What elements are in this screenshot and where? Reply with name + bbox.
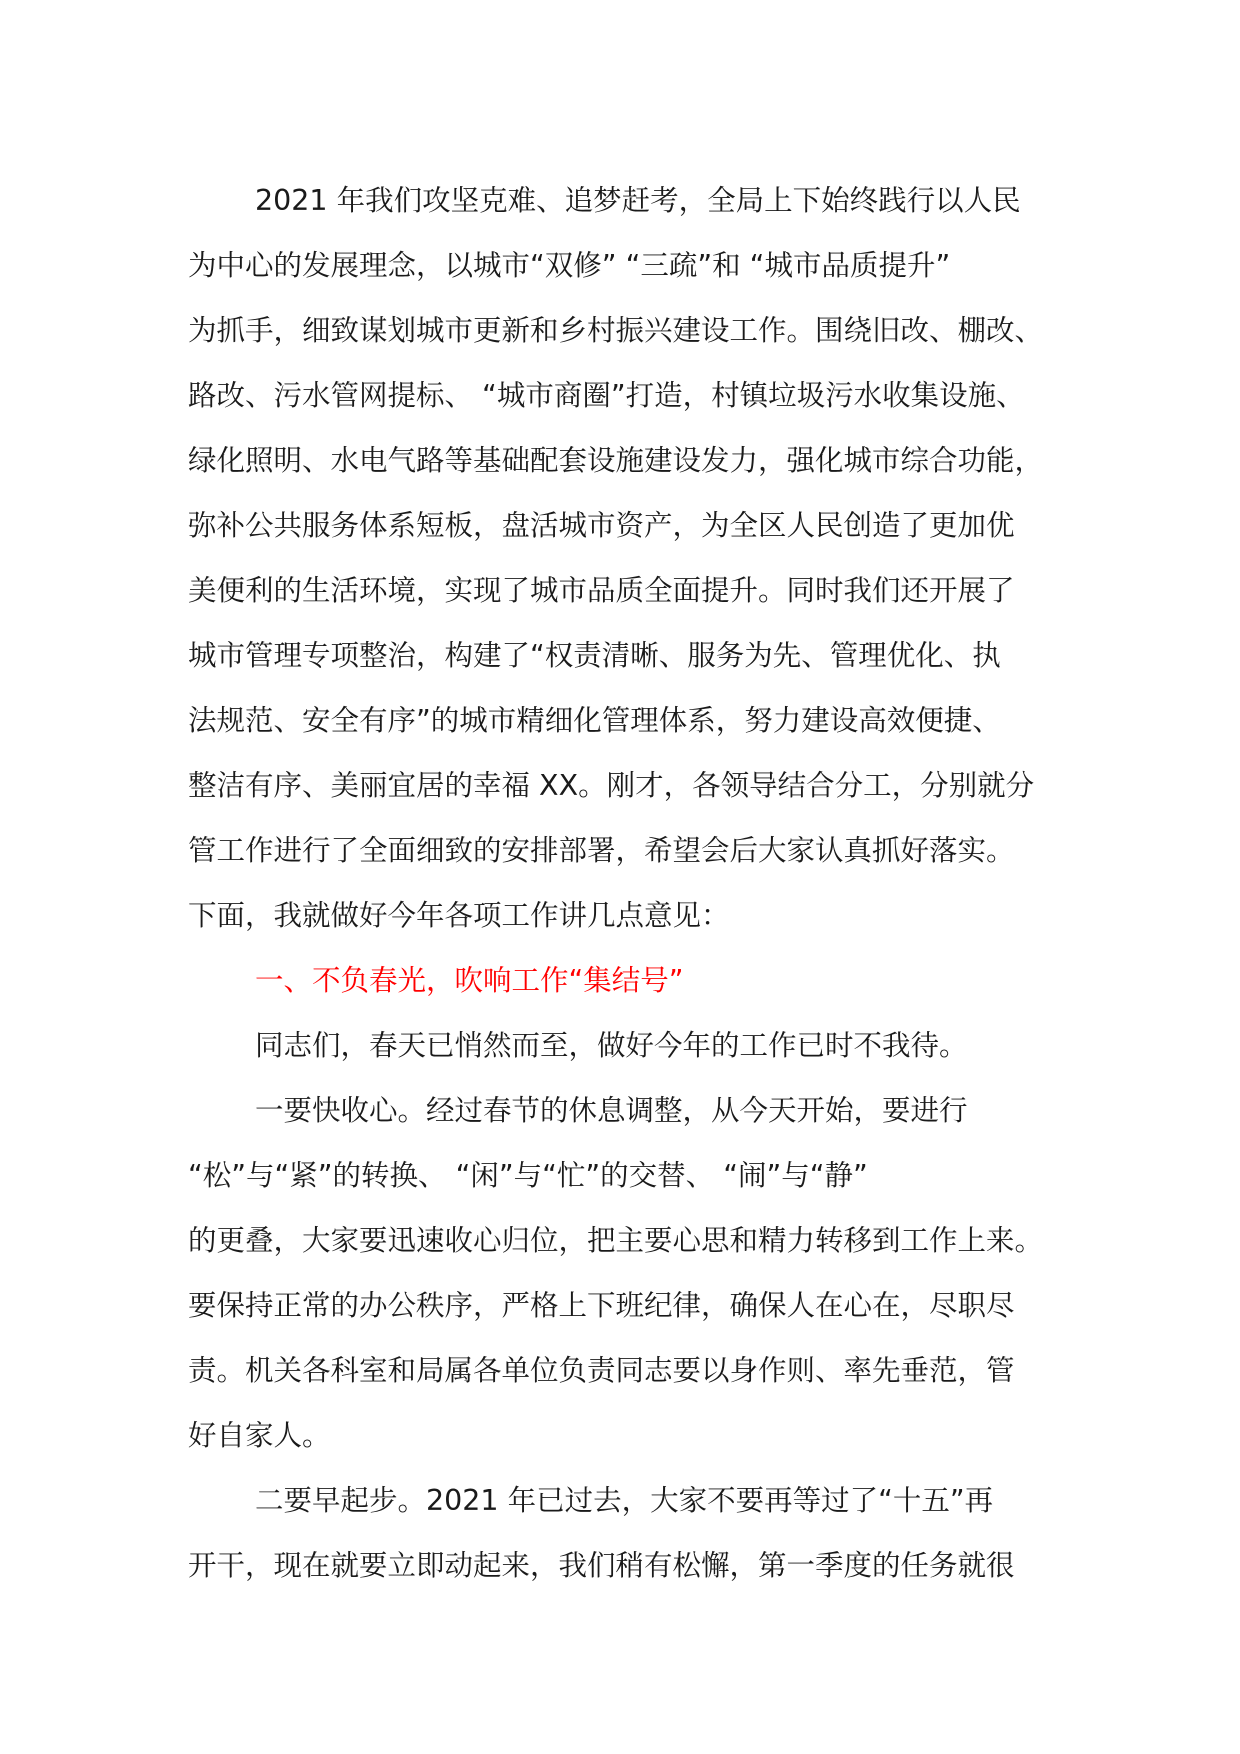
paragraph-line: 城市管理专项整治，构建了“权责清晰、服务为先、管理优化、执 [188,639,1001,672]
paragraph-line: 整洁有序、美丽宜居的幸福 XX。刚才，各领导结合分工，分别就分 [188,769,1035,802]
paragraph-line: 二要早起步。2021 年已过去，大家不要再等过了“十五”再 [255,1484,994,1517]
paragraph-line: 开干，现在就要立即动起来，我们稍有松懈，第一季度的任务就很 [188,1549,1015,1582]
paragraph-line: 管工作进行了全面细致的安排部署，希望会后大家认真抓好落实。 [188,834,1015,867]
paragraph-line: 责。机关各科室和局属各单位负责同志要以身作则、率先垂范，管 [188,1354,1015,1387]
paragraph-line: 为中心的发展理念，以城市“双修” “三疏”和 “城市品质提升” [188,249,951,282]
paragraph-line: 为抓手，细致谋划城市更新和乡村振兴建设工作。围绕旧改、棚改、 [188,314,1044,347]
paragraph-line: 2021 年我们攻坚克难、追梦赶考，全局上下始终践行以人民 [255,184,1021,217]
paragraph-line: 的更叠，大家要迅速收心归位，把主要心思和精力转移到工作上来。 [188,1224,1044,1257]
paragraph-line: 好自家人。 [188,1419,331,1452]
paragraph-line: 法规范、安全有序”的城市精细化管理体系，努力建设高效便捷、 [188,704,1001,737]
paragraph-line: 下面，我就做好今年各项工作讲几点意见： [188,899,730,932]
paragraph-line: 路改、污水管网提标、 “城市商圈”打造，村镇垃圾污水收集设施、 [188,379,1025,412]
paragraph-line: “松”与“紧”的转换、 “闲”与“忙”的交替、 “闹”与“静” [188,1159,868,1192]
paragraph-line: 一要快收心。经过春节的休息调整，从今天开始，要进行 [255,1094,968,1127]
paragraph-line: 美便利的生活环境，实现了城市品质全面提升。同时我们还开展了 [188,574,1015,607]
document-body [188,168,1056,1598]
paragraph-line: 绿化照明、水电气路等基础配套设施建设发力，强化城市综合功能， [188,444,1044,477]
section-heading: 一、不负春光，吹响工作“集结号” [255,964,684,997]
paragraph-line: 弥补公共服务体系短板，盘活城市资产，为全区人民创造了更加优 [188,509,1015,542]
paragraph-line: 同志们，春天已悄然而至，做好今年的工作已时不我待。 [255,1029,968,1062]
paragraph-line: 要保持正常的办公秩序，严格上下班纪律，确保人在心在，尽职尽 [188,1289,1015,1322]
